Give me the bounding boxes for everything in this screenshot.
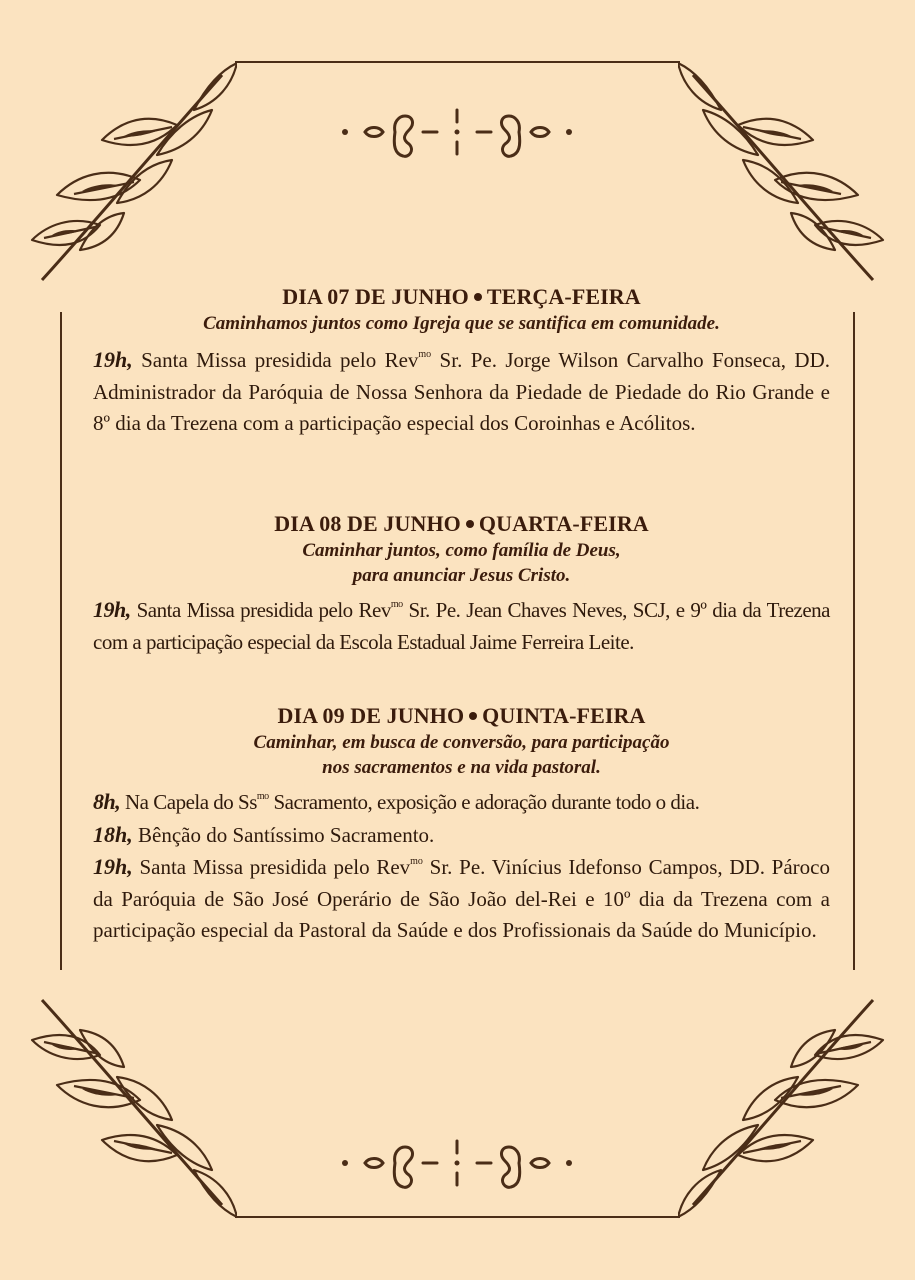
top-left-leaf-branch-icon xyxy=(22,55,237,290)
schedule-entry xyxy=(93,851,830,947)
day-theme-line-2: nos sacramentos e na vida pastoral. xyxy=(322,757,601,778)
day-heading xyxy=(93,283,830,311)
top-border-line xyxy=(235,61,680,63)
day-section-09 xyxy=(93,702,830,947)
day-theme-line-2: para anunciar Jesus Cristo. xyxy=(352,565,571,586)
day-date: DIA 07 DE JUNHO xyxy=(282,284,469,309)
entry-time: 19h, xyxy=(93,597,131,622)
day-theme: Caminhamos juntos como Igreja que se santifica em comunidade. xyxy=(203,313,720,334)
day-heading xyxy=(93,702,830,730)
entry-text-pre: Na Capela do Ss xyxy=(120,790,257,814)
entry-time: 19h, xyxy=(93,347,133,372)
entry-text-pre: Santa Missa presidida pelo Rev xyxy=(130,598,391,622)
day-heading xyxy=(93,510,830,538)
right-border-line xyxy=(853,312,855,970)
entry-text-post: Sr. Pe. Vinícius Idefonso Campos, DD. Pároco da Paróquia de São José Operário de São João del-Rei e 10º dia da Trezena com a participação especial da Pastoral da Saúde e dos Profissionais da Saúde do Município. xyxy=(93,855,830,942)
bullet-dot-icon xyxy=(466,520,474,528)
day-section-08 xyxy=(93,510,830,658)
entry-superscript: mo xyxy=(256,791,269,802)
entry-text-post: Sacramento, exposição e adoração durante todo o dia. xyxy=(268,790,700,814)
entry-superscript: mo xyxy=(410,856,423,867)
schedule-entry xyxy=(93,819,830,852)
entry-text-post: Sr. Pe. Jorge Wilson Carvalho Fonseca, DD. Administrador da Paróquia de Nossa Senhora da Piedade de Piedade do Rio Grande e 8º dia da Trezena com a participação especial dos Coroinhas e Acólitos. xyxy=(93,348,830,435)
entry-text-pre: Santa Missa presidida pelo Rev xyxy=(132,855,411,879)
day-theme-line-1: Caminhar juntos, como família de Deus, xyxy=(302,540,621,561)
bullet-dot-icon xyxy=(474,293,482,301)
entry-time: 8h, xyxy=(93,789,121,814)
top-ornament-icon xyxy=(337,106,577,158)
left-border-line xyxy=(60,312,62,970)
day-theme-line-1: Caminhar, em busca de conversão, para participação xyxy=(253,732,670,753)
entry-superscript: mo xyxy=(390,599,403,610)
day-section-07 xyxy=(93,283,830,440)
day-date: DIA 09 DE JUNHO xyxy=(277,703,465,728)
day-weekday: QUINTA-FEIRA xyxy=(482,703,646,728)
schedule-entry xyxy=(93,344,830,440)
day-weekday: QUARTA-FEIRA xyxy=(478,511,649,536)
entry-time: 18h, xyxy=(93,821,133,847)
schedule-entry xyxy=(93,786,830,819)
day-weekday: TERÇA-FEIRA xyxy=(486,284,641,309)
bottom-ornament-icon xyxy=(337,1137,577,1189)
entry-text-pre: Santa Missa presidida pelo Rev xyxy=(132,348,419,372)
bottom-border-line xyxy=(235,1216,680,1218)
entry-text-pre: Bênção do Santíssimo Sacramento. xyxy=(132,822,435,847)
schedule-entry xyxy=(93,594,830,658)
top-right-leaf-branch-icon xyxy=(678,55,893,290)
entry-text-post: Sr. Pe. Jean Chaves Neves, SCJ, e 9º dia da Trezena com a participação especial da Escola Estadual Jaime Ferreira Leite. xyxy=(93,598,831,654)
entry-superscript: mo xyxy=(418,349,432,360)
entry-time: 19h, xyxy=(93,854,133,879)
bullet-dot-icon xyxy=(469,712,477,720)
bottom-right-leaf-branch-icon xyxy=(678,990,893,1225)
bottom-left-leaf-branch-icon xyxy=(22,990,237,1225)
day-date: DIA 08 DE JUNHO xyxy=(274,511,461,536)
